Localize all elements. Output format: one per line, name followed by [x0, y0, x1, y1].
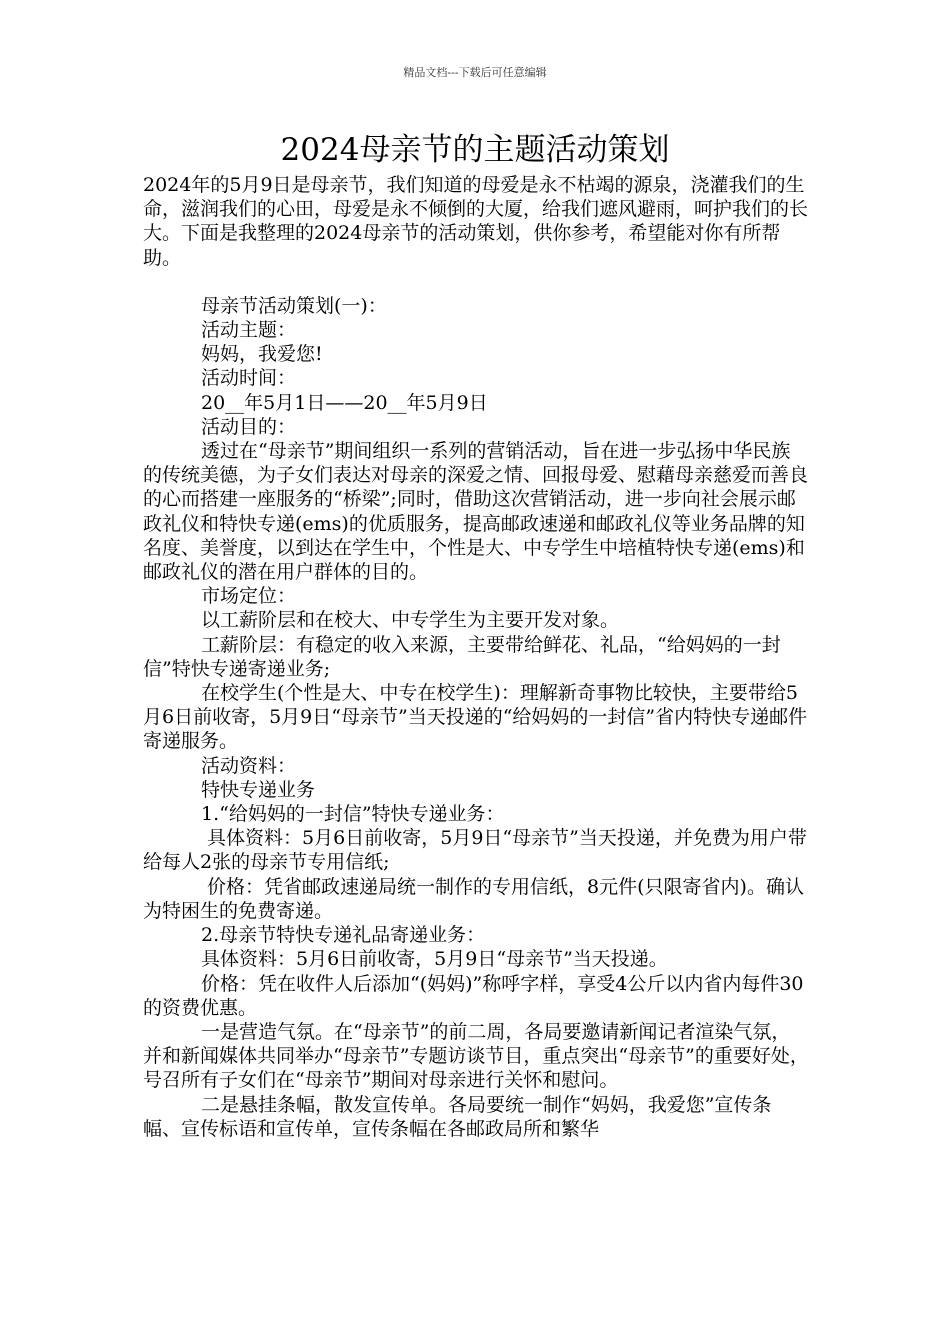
express-heading: 特快专递业务	[201, 778, 316, 801]
market-paragraph: 以工薪阶层和在校大、中专学生为主要开发对象。	[201, 609, 620, 632]
document-title: 2024母亲节的主题活动策划	[280, 132, 670, 168]
item-1-heading: 1.“给妈妈的一封信”特快专递业务：	[201, 803, 505, 826]
purpose-paragraph: 透过在“母亲节”期间组织一系列的营销活动，旨在进一步弘扬中华民族的传统美德，为子女们表达对母亲的深爱之情、回报母爱、慰藉母亲慈爱而善良的心而搭建一座服务的“桥梁”;同时，借助这次营销活动，进一步向社会展示邮政礼仪和特快专递(ems)的优质服务，提高邮政速递和邮政礼仪等业务品牌的知名度、美誉度，以到达在学生中，个性是大、中专学生中培植特快专递(ems)和邮政礼仪的潜在用户群体的目的。	[143, 440, 809, 584]
step-1-paragraph: 一是营造气氛。在“母亲节”的前二周，各局要邀请新闻记者渲染气氛，并和新闻媒体共同举办“母亲节”专题访谈节目，重点突出“母亲节”的重要好处，号召所有子女们在“母亲节”期间对母亲进行关怀和慰问。	[143, 1020, 809, 1092]
step-2-paragraph: 二是悬挂条幅，散发宣传单。各局要统一制作“妈妈，我爱您”宣传条幅、宣传标语和宣传单，宣传条幅在各邮政局所和繁华	[143, 1093, 772, 1140]
students-paragraph: 在校学生(个性是大、中专在校学生)：理解新奇事物比较快，主要带给5月6日前收寄，5月9日“母亲节”当天投递的“给妈妈的一封信”省内特快专递邮件寄递服务。	[143, 682, 808, 753]
label-content: 活动资料：	[201, 754, 297, 777]
time-value: 20__年5月1日——20__年5月9日	[201, 391, 488, 414]
page-header: 精品文档---下载后可任意编辑	[403, 66, 547, 79]
label-purpose: 活动目的：	[201, 415, 297, 438]
intro-paragraph: 2024年的5月9日是母亲节，我们知道的母爱是永不枯竭的源泉，浇灌我们的生命，滋润我们的心田，母爱是永不倾倒的大厦，给我们遮风避雨，呵护我们的长大。下面是我整理的2024母亲节的活动策划，供你参考，希望能对你有所帮助。	[143, 174, 809, 269]
item-2-heading: 2.母亲节特快专递礼品寄递业务：	[201, 924, 486, 947]
item-2-details: 具体资料：5月6日前收寄，5月9日“母亲节”当天投递。	[201, 948, 668, 971]
salaried-paragraph: 工薪阶层：有稳定的收入来源，主要带给鲜花、礼品，“给妈妈的一封信”特快专递寄递业务;	[143, 633, 781, 680]
label-theme: 活动主题：	[201, 319, 297, 342]
item-1-details: 具体资料：5月6日前收寄，5月9日“母亲节”当天投递，并免费为用户带给每人2张的母亲节专用信纸;	[143, 827, 807, 874]
item-2-price: 价格：凭在收件人后添加“(妈妈)”称呼字样，享受4公斤以内省内每件30的资费优惠。	[143, 972, 804, 1019]
document-body	[143, 173, 809, 1141]
item-1-price: 价格：凭省邮政速递局统一制作的专用信纸，8元件(只限寄省内)。确认为特困生的免费寄递。	[143, 875, 804, 922]
label-market: 市场定位：	[201, 585, 297, 608]
theme-value: 妈妈，我爱您!	[201, 343, 323, 366]
paragraph-gap	[143, 270, 809, 294]
label-time: 活动时间：	[201, 367, 297, 390]
section-heading: 母亲节活动策划(一)：	[201, 294, 387, 317]
